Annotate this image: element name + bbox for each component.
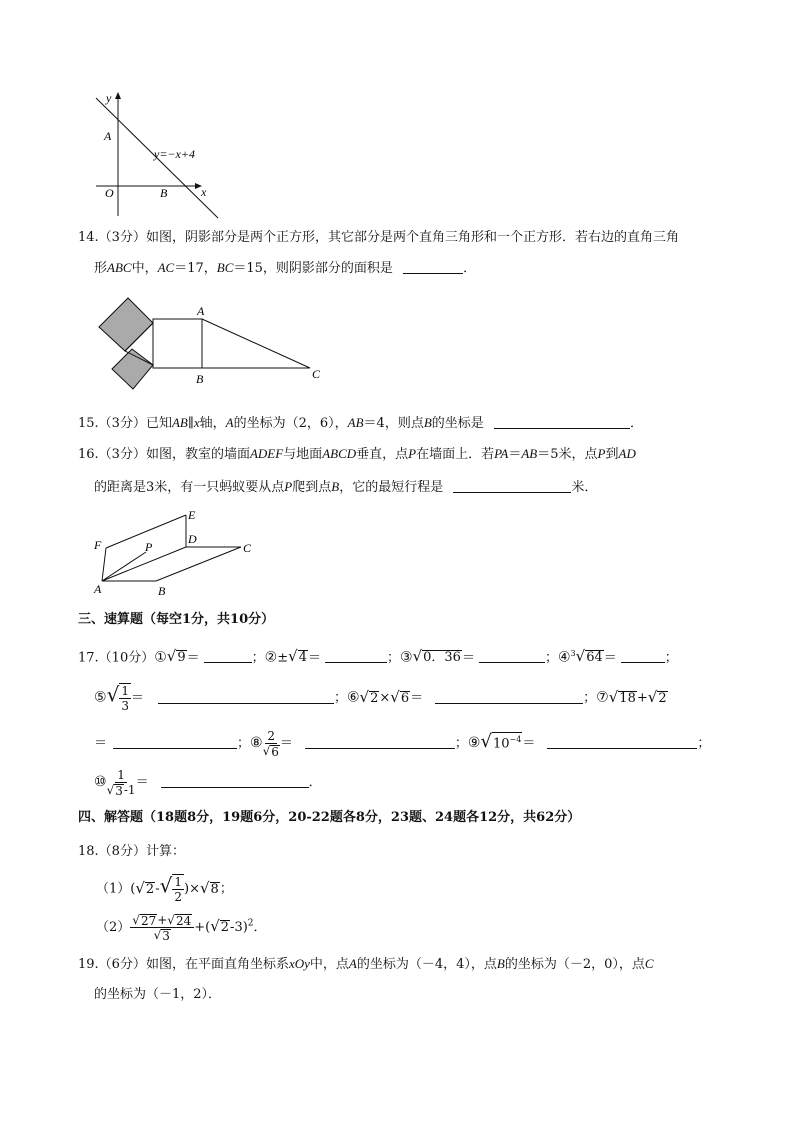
q15-t6: 的坐标是 [431, 416, 484, 431]
q18-frac2-num [130, 913, 194, 928]
q17-eq8: ＝ [279, 736, 293, 751]
fig14-squares [95, 293, 335, 393]
q17-frac5 [119, 683, 131, 713]
shaded-square-large [99, 298, 153, 351]
q18-frac-half [172, 874, 184, 904]
q17-blank8[interactable] [305, 734, 455, 749]
q15-line [78, 414, 643, 433]
q17-exp9: −4 [509, 734, 522, 744]
q17-blank6[interactable] [435, 689, 583, 704]
q17-sqrt036: √ 0．36 [412, 647, 461, 666]
q17-sep1: ； [251, 650, 265, 666]
q17-sqrt4: √ 4 [288, 647, 307, 666]
q17-sep5: ； [333, 690, 347, 706]
q16-l2b: 爬到点 [292, 480, 332, 495]
q17-sep3: ； [544, 650, 558, 666]
q17-n7: ⑦ [596, 689, 609, 706]
q18-lparen: ( [130, 881, 136, 897]
q15-ab: AB [171, 415, 188, 430]
q17-cbrt-index: 3 [570, 649, 576, 658]
q17-eq5: ＝ [130, 690, 144, 706]
q17-sep2: ； [386, 650, 400, 666]
edge-CB [156, 547, 241, 581]
q18-r24: 24 [175, 914, 192, 928]
q19-line2: 的坐标为（－1，2）． [94, 987, 222, 1002]
q18-rparen: ) [184, 881, 190, 897]
q14-answer-blank[interactable] [403, 259, 463, 274]
label-F: F [94, 538, 102, 552]
q17-f10n: 1 [117, 768, 125, 782]
q14-text1: 14.（3分）如图，阴影部分是两个正方形，其它部分是两个直角三角形和一个正方形．若右边的直角三角 [78, 230, 679, 245]
label-A: A [104, 129, 112, 143]
q18-sqrt8: √ 8 [199, 878, 219, 897]
q14-text2b: 中， [131, 261, 158, 276]
q17-r3: 0．36 [423, 650, 461, 666]
q17-eq10: ＝ [135, 775, 149, 790]
q18-m3: -3 [230, 920, 243, 935]
q16-p2: P [597, 446, 606, 461]
q15-t5: ＝4，则点 [363, 416, 424, 431]
q18-sc: ； [219, 881, 233, 897]
q17-sqrt3: √ 3 [106, 783, 123, 798]
label-C: C [243, 541, 252, 555]
q18-p1: （1） [96, 881, 131, 897]
q18-rparen2: ) [242, 920, 248, 935]
label-P: P [145, 540, 153, 554]
q15-answer-blank[interactable] [494, 414, 630, 429]
q16-t7: 到 [605, 447, 619, 462]
q17-r1: 9 [177, 650, 186, 666]
label-E: E [188, 508, 196, 522]
q14-line2 [94, 259, 476, 278]
q17-n5: ⑤ [94, 689, 107, 706]
edge-FA [102, 548, 106, 581]
q18-sqrt2: √ 2 [135, 878, 155, 897]
q16-l2d: 米． [571, 480, 598, 495]
q18-sqrt2b: √ 2 [210, 917, 230, 935]
q16-p: P [408, 446, 417, 461]
label-B: B [160, 186, 168, 200]
tri-right-hyp [202, 319, 310, 368]
q18-r2: 2 [220, 920, 230, 935]
q17-sqrt6-den: √ 6 [262, 744, 279, 759]
q17-frac10-den [107, 783, 136, 797]
q18-r1b: 8 [210, 881, 219, 897]
q17-blank2[interactable] [325, 648, 387, 663]
q17-cbrt64: √ 64 [575, 647, 603, 666]
q18-sqrt3: √ 3 [153, 928, 170, 943]
q18-lparen2: ( [205, 920, 211, 935]
q18-sqrt-half-sign: √ [159, 873, 173, 898]
q18-f1n: 1 [174, 875, 182, 889]
q17-eq1: ＝ [186, 650, 200, 666]
q17-sqrt18: √ 18 [608, 687, 636, 706]
q16-t1: 16.（3分）如图，教室的墙面 [78, 447, 250, 462]
q19-line1 [78, 955, 654, 974]
q17-row3 [94, 729, 710, 758]
q17-n4: ④ [557, 649, 571, 666]
q15-t2: ∥ [187, 416, 194, 431]
q17-eq7: ＝ [94, 736, 108, 751]
q14-ac: AC [157, 260, 175, 275]
q15-t4: 的坐标为（2，6）， [233, 416, 348, 431]
edge-AD [102, 547, 186, 581]
label-y: y [106, 91, 112, 105]
q16-ab: AB [521, 446, 538, 461]
q18-times: × [189, 881, 200, 897]
q17-n6: ⑥ [346, 689, 360, 706]
label-x: x [201, 185, 207, 199]
q17-n10: ⑩ [94, 774, 107, 790]
q17-n3: ③ [400, 649, 413, 666]
q19-l1b: 中，点 [309, 957, 349, 972]
q17-times: × [379, 690, 391, 706]
q17-blank3[interactable] [479, 648, 545, 663]
q18-part1 [96, 874, 233, 904]
q17-r10: 3 [115, 784, 123, 798]
q18-minus: - [155, 881, 160, 897]
q17-row2 [94, 683, 668, 713]
q17-eq9: ＝ [522, 736, 536, 751]
q17-blank1[interactable] [204, 648, 252, 663]
label-O: O [105, 186, 114, 200]
q17-f5d: 3 [121, 699, 129, 713]
q17-sqrt2b: √ 2 [647, 687, 667, 706]
q18-part2 [96, 913, 267, 942]
q17-sep8: ； [454, 736, 468, 751]
edge-AP [102, 552, 146, 581]
q17-plus: + [636, 690, 648, 706]
q17-r7b: 2 [658, 690, 667, 706]
q17-r4: 64 [586, 650, 603, 666]
label-A: A [94, 582, 102, 596]
q17-sep4: ； [664, 650, 678, 666]
q17-n1: ① [154, 649, 167, 666]
section3-heading: 三、速算题（每空1分，共10分） [78, 612, 275, 627]
q17-sep7: ； [237, 736, 251, 751]
q18-end: ． [253, 920, 267, 935]
q15-end: ． [629, 416, 643, 431]
q17-n9: ⑨ [467, 735, 481, 751]
q15-b: B [423, 415, 432, 430]
q16-pa: PA [494, 446, 509, 461]
q17-minus1: -1 [123, 783, 136, 797]
label-A: A [197, 304, 205, 318]
q17-sep6: ； [583, 690, 597, 706]
q17-n2: ② [264, 649, 278, 666]
fig13-graph [88, 88, 228, 223]
q17-blank4[interactable] [621, 648, 665, 663]
q17-f5n: 1 [121, 684, 129, 698]
q16-t6: ＝5米，点 [537, 447, 598, 462]
q15-x: x [193, 415, 200, 430]
q17-eq2: ＝ [307, 650, 321, 666]
q19-l1c: 的坐标为（－4，4），点 [356, 957, 497, 972]
q16-p3: P [284, 479, 293, 494]
q17-sqrt5-sign: √ [106, 682, 120, 707]
section4-heading: 四、解答题（18题8分，19题6分，20-22题各8分，23题、24题各12分，共62分） [78, 810, 581, 825]
label-B: B [196, 372, 204, 386]
y-axis-arrow [115, 92, 121, 99]
fig16-room [88, 505, 268, 600]
q17-row1 [78, 645, 678, 667]
q15-t1: 15.（3分）已知 [78, 416, 172, 431]
q17-r6a: 2 [370, 690, 379, 706]
middle-square [153, 319, 202, 368]
q17-sep9: ； [697, 736, 711, 751]
q16-l2c: ，它的最短行程是 [339, 480, 444, 495]
q18-sqrt24: √ 24 [167, 913, 192, 928]
q14-text2d: ＝15，则阴影部分的面积是 [233, 261, 393, 276]
q17-blank9[interactable] [547, 734, 697, 749]
q17-end: ． [308, 775, 322, 790]
q14-end: ． [463, 261, 477, 276]
q19-l1d: 的坐标为（－2，0），点 [504, 957, 645, 972]
q15-t3: 轴， [199, 416, 226, 431]
q17-eq3: ＝ [461, 650, 475, 666]
q19-b: B [496, 956, 505, 971]
q14-text2c: ＝17， [174, 261, 217, 276]
q17-eq6: ＝ [410, 690, 424, 706]
q18-r27: 27 [140, 914, 157, 928]
q17-r2: 4 [298, 650, 307, 666]
label-C: C [312, 367, 321, 381]
q18-r3: 3 [162, 929, 170, 943]
q17-r9-body [492, 732, 522, 751]
q18-frac2 [130, 913, 194, 942]
q16-adef: ADEF [249, 446, 284, 461]
q17-eq4: ＝ [603, 650, 617, 666]
q16-l2a: 的距离是3米，有一只蚂蚁要从点 [94, 480, 285, 495]
label-D: D [188, 532, 197, 546]
q17-sqrt6: √ 6 [390, 687, 410, 706]
q16-line2 [94, 478, 597, 497]
q16-abcd: ABCD [322, 446, 357, 461]
q14-bc: BC [216, 260, 234, 275]
q17-frac10 [107, 768, 136, 797]
q14-text2a: 形 [94, 261, 108, 276]
q17-head: 17.（10分） [78, 650, 155, 666]
q14-line1 [78, 229, 679, 247]
q17-n8: ⑧ [250, 735, 263, 751]
label-B: B [158, 584, 166, 598]
q17-sqrt2: √ 2 [359, 687, 379, 706]
q19-c: C [644, 956, 654, 971]
q19-l1: 19.（6分）如图，在平面直角坐标系 [78, 957, 289, 972]
q18-sq: 2 [247, 918, 254, 929]
q16-t2: 与地面 [283, 447, 323, 462]
q15-ab2: AB [347, 415, 364, 430]
q18-plus: + [157, 913, 168, 927]
q17-f8n: 2 [267, 729, 276, 743]
q17-r9: 10 [492, 736, 510, 751]
q17-r8: 6 [271, 745, 279, 759]
q18-sqrt27: √ 27 [132, 913, 157, 928]
q18-plus2: + [194, 920, 206, 935]
q19-xoy: xOy [288, 956, 310, 971]
q18-f1d: 2 [174, 890, 182, 904]
q14-abc: ABC [107, 260, 132, 275]
q17-r7a: 18 [619, 690, 636, 706]
q17-blank7[interactable] [113, 734, 237, 749]
q19-a: A [348, 956, 357, 971]
q17-blank10[interactable] [161, 773, 309, 788]
q17-pm: ± [277, 650, 289, 666]
q17-frac8 [263, 729, 280, 758]
q16-t3: 垂直，点 [356, 447, 409, 462]
q17-sqrt9: √ 9 [166, 647, 186, 666]
q18-p2: （2） [96, 920, 131, 935]
q15-a: A [225, 415, 234, 430]
q17-blank5[interactable] [158, 689, 334, 704]
q16-ad: AD [618, 446, 636, 461]
q18-head: 18.（8分）计算： [78, 844, 185, 859]
q16-answer-blank[interactable] [453, 478, 571, 493]
label-eq: y=−x+4 [154, 147, 195, 161]
q18-r1: 2 [145, 881, 155, 897]
q16-t4: 在墙面上．若 [416, 447, 495, 462]
q16-t5: ＝ [508, 447, 522, 462]
q17-sqrt10: √ $10^{-4}$ [480, 731, 522, 752]
q16-b: B [331, 479, 340, 494]
q17-row4 [94, 768, 322, 797]
q16-line1 [78, 445, 636, 464]
q17-r6b: 6 [400, 690, 410, 706]
